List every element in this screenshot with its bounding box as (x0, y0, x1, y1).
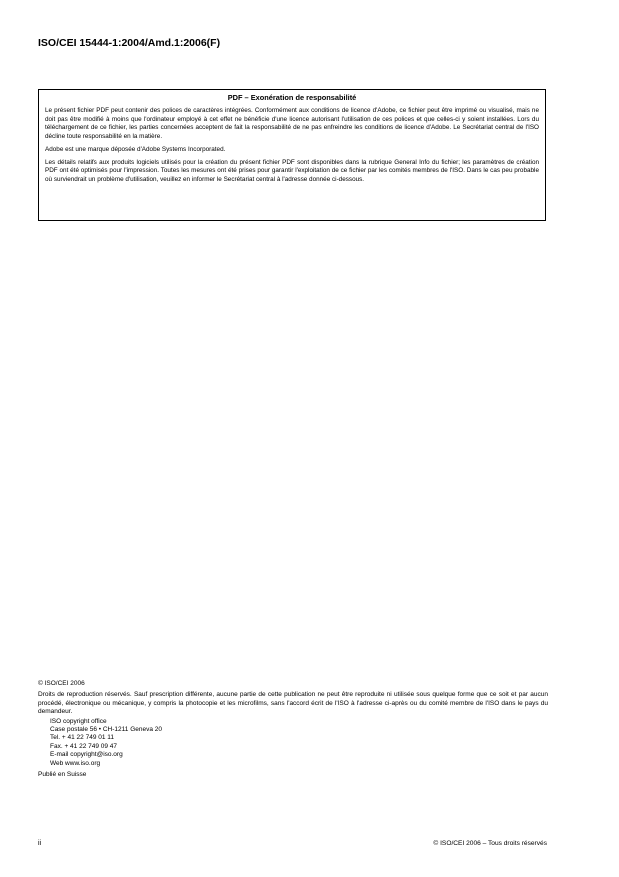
address-line: Fax. + 41 22 749 09 47 (50, 742, 118, 750)
copyright-notice (38, 680, 548, 779)
disclaimer-paragraph: Les détails relatifs aux produits logiciels utilisés pour la création du présent fichier PDF sont disponibles dans la rubrique General Info du fichier; les paramètres de création PDF ont été optimisés pour l'impression. Toutes les mesures ont été prises pour garantir l'exploitation de ce fichier par les comités membres de l'ISO. Dans le cas peu probable où surviendrait un problème d'utilisation, veuillez en informer le Secrétariat central à l'adresse donnée ci-dessous. (45, 158, 539, 183)
document-identifier: ISO/CEI 15444-1:2004/Amd.1:2006(F) (38, 37, 221, 49)
published-in: Publié en Suisse (38, 771, 87, 779)
disclaimer-paragraph: Le présent fichier PDF peut contenir des polices de caractères intégrées. Conformément aux conditions de licence d'Adobe, ce fichier peut être imprimé ou visualisé, mais ne doit pas être modifié à moins que l'ordinateur employé à cet effet ne bénéficie d'une licence autorisant l'utilisation de ces polices et que celles-ci y soient installées. Lors du téléchargement de ce fichier, les parties concernées acceptent de fait la responsabilité de ne pas enfreindre les conditions de licence d'Adobe. Le Secrétariat central de l'ISO décline toute responsabilité en la matière. (45, 107, 539, 140)
page-number: ii (38, 840, 42, 847)
address-line: Case postale 56 • CH-1211 Geneva 20 (50, 726, 163, 734)
pdf-disclaimer-box (38, 89, 546, 221)
footer-rights-notice: © ISO/CEI 2006 – Tous droits réservés (433, 840, 547, 847)
address-line: Tel. + 41 22 749 01 11 (50, 734, 115, 742)
address-line: Web www.iso.org (50, 759, 101, 767)
address-line: ISO copyright office (50, 717, 107, 725)
copyright-year: © ISO/CEI 2006 (38, 680, 85, 687)
disclaimer-paragraph: Adobe est une marque déposée d'Adobe Systems Incorporated. (45, 145, 226, 153)
copyright-rights-text: Droits de reproduction réservés. Sauf prescription différente, aucune partie de cette publication ne peut être reproduite ni utilisée sous quelque forme que ce soit et par aucun procédé, électronique ou mécanique, y compris la photocopie et les microfilms, sans l'accord écrit de l'ISO à l'adresse ci-après ou du comité membre de l'ISO dans le pays du demandeur. (38, 691, 548, 716)
disclaimer-title: PDF – Exonération de responsabilité (227, 93, 357, 102)
address-line: E-mail copyright@iso.org (50, 751, 123, 759)
copyright-office-address (38, 718, 548, 768)
